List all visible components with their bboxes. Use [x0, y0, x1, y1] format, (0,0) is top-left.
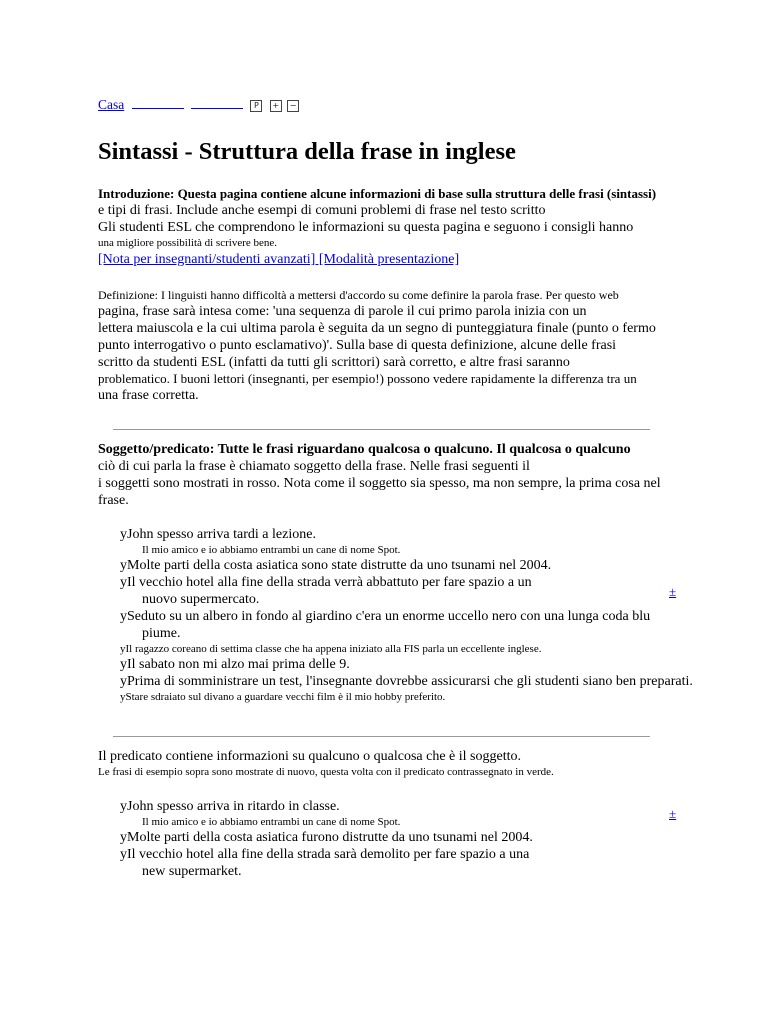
- subject-line: i soggetti sono mostrati in rosso. Nota come il soggetto sia spesso, ma non sempre, la prima cosa nel: [98, 476, 661, 491]
- example-sentence: yMolte parti della costa asiatica sono state distrutte da uno tsunami nel 2004.: [120, 558, 552, 573]
- example-sentence: new supermarket.: [142, 864, 242, 879]
- example-sentence: yIl vecchio hotel alla fine della strada verrà abbattuto per fare spazio a un: [120, 575, 532, 590]
- home-link[interactable]: Casa: [98, 97, 125, 112]
- example-sentence: Il mio amico e io abbiamo entrambi un cane di nome Spot.: [142, 544, 401, 556]
- introduction: [98, 186, 738, 269]
- predicate-line: Le frasi di esempio sopra sono mostrate di nuovo, questa volta con il predicato contrassegnato in verde.: [98, 766, 554, 778]
- top-navigation: [98, 96, 299, 114]
- subject-line: ciò di cui parla la frase è chiamato soggetto della frase. Nelle frasi seguenti il: [98, 459, 530, 474]
- print-icon[interactable]: P: [250, 100, 262, 112]
- nav-link-blank-2[interactable]: [191, 96, 243, 109]
- example-sentence: yStare sdraiato sul divano a guardare vecchi film è il mio hobby preferito.: [120, 691, 446, 703]
- zoom-out-icon[interactable]: −: [287, 100, 299, 112]
- intro-line: Introduzione: Questa pagina contiene alcune informazioni di base sulla struttura delle frasi (sintassi): [98, 186, 657, 201]
- example-sentence: yPrima di somministrare un test, l'insegnante dovrebbe assicurarsi che gli studenti siano ben preparati.: [120, 674, 693, 689]
- intro-line: una migliore possibilità di scrivere bene.: [98, 237, 278, 249]
- subject-examples: [120, 526, 740, 704]
- definition-line: scritto da studenti ESL (infatti da tutti gli scrittori) sarà corretto, e altre frasi saranno: [98, 355, 570, 370]
- definition: [98, 287, 738, 404]
- example-sentence: yJohn spesso arriva tardi a lezione.: [120, 527, 316, 542]
- definition-line: lettera maiuscola e la cui ultima parola è seguita da un segno di punteggiatura finale (punto o fermo: [98, 321, 656, 336]
- predicate-examples: [120, 798, 740, 880]
- definition-line: Definizione: I linguisti hanno difficoltà a mettersi d'accordo su come definire la parola frase. Per questo web: [98, 288, 619, 302]
- subject-toggle-button[interactable]: ±: [669, 584, 677, 599]
- definition-line: punto interrogativo o punto esclamativo)'. Sulla base di questa definizione, alcune delle frasi: [98, 338, 617, 353]
- example-sentence: ySeduto su un albero in fondo al giardino c'era un enorme uccello nero con una lunga coda blu: [120, 609, 651, 624]
- divider: [113, 429, 650, 430]
- example-sentence: nuovo supermercato.: [142, 592, 260, 607]
- example-sentence: yJohn spesso arriva in ritardo in classe.: [120, 799, 340, 814]
- example-sentence: yIl vecchio hotel alla fine della strada sarà demolito per fare spazio a una: [120, 847, 530, 862]
- example-sentence: yMolte parti della costa asiatica furono distrutte da uno tsunami nel 2004.: [120, 830, 533, 845]
- intro-line: Gli studenti ESL che comprendono le informazioni su questa pagina e seguono i consigli hanno: [98, 220, 634, 235]
- definition-line: una frase corretta.: [98, 388, 199, 403]
- example-sentence: Il mio amico e io abbiamo entrambi un cane di nome Spot.: [142, 816, 401, 828]
- teacher-note-links[interactable]: [Nota per insegnanti/studenti avanzati] [Modalità presentazione]: [98, 252, 460, 267]
- zoom-in-icon[interactable]: +: [270, 100, 282, 112]
- definition-line: pagina, frase sarà intesa come: 'una sequenza di parole il cui primo parola inizia con un: [98, 304, 587, 319]
- example-sentence: yIl sabato non mi alzo mai prima delle 9.: [120, 657, 350, 672]
- divider: [113, 736, 650, 737]
- subject-line: Soggetto/predicato: Tutte le frasi riguardano qualcosa o qualcuno. Il qualcosa o qualcuno: [98, 442, 631, 457]
- page-title: Sintassi - Struttura della frase in inglese: [98, 138, 516, 165]
- predicate-section: [98, 748, 738, 779]
- subject-predicate-section: [98, 441, 738, 509]
- example-sentence: yIl ragazzo coreano di settima classe che ha appena iniziato alla FIS parla un eccellente inglese.: [120, 643, 542, 655]
- predicate-line: Il predicato contiene informazioni su qualcuno o qualcosa che è il soggetto.: [98, 749, 521, 764]
- subject-line: frase.: [98, 493, 129, 508]
- predicate-toggle-button[interactable]: ±: [669, 806, 677, 821]
- intro-line: e tipi di frasi. Include anche esempi di comuni problemi di frase nel testo scritto: [98, 203, 546, 218]
- example-sentence: piume.: [142, 626, 181, 641]
- definition-line: problematico. I buoni lettori (insegnanti, per esempio!) possono vedere rapidamente la differenza tra un: [98, 371, 637, 386]
- nav-link-blank-1[interactable]: [132, 96, 184, 109]
